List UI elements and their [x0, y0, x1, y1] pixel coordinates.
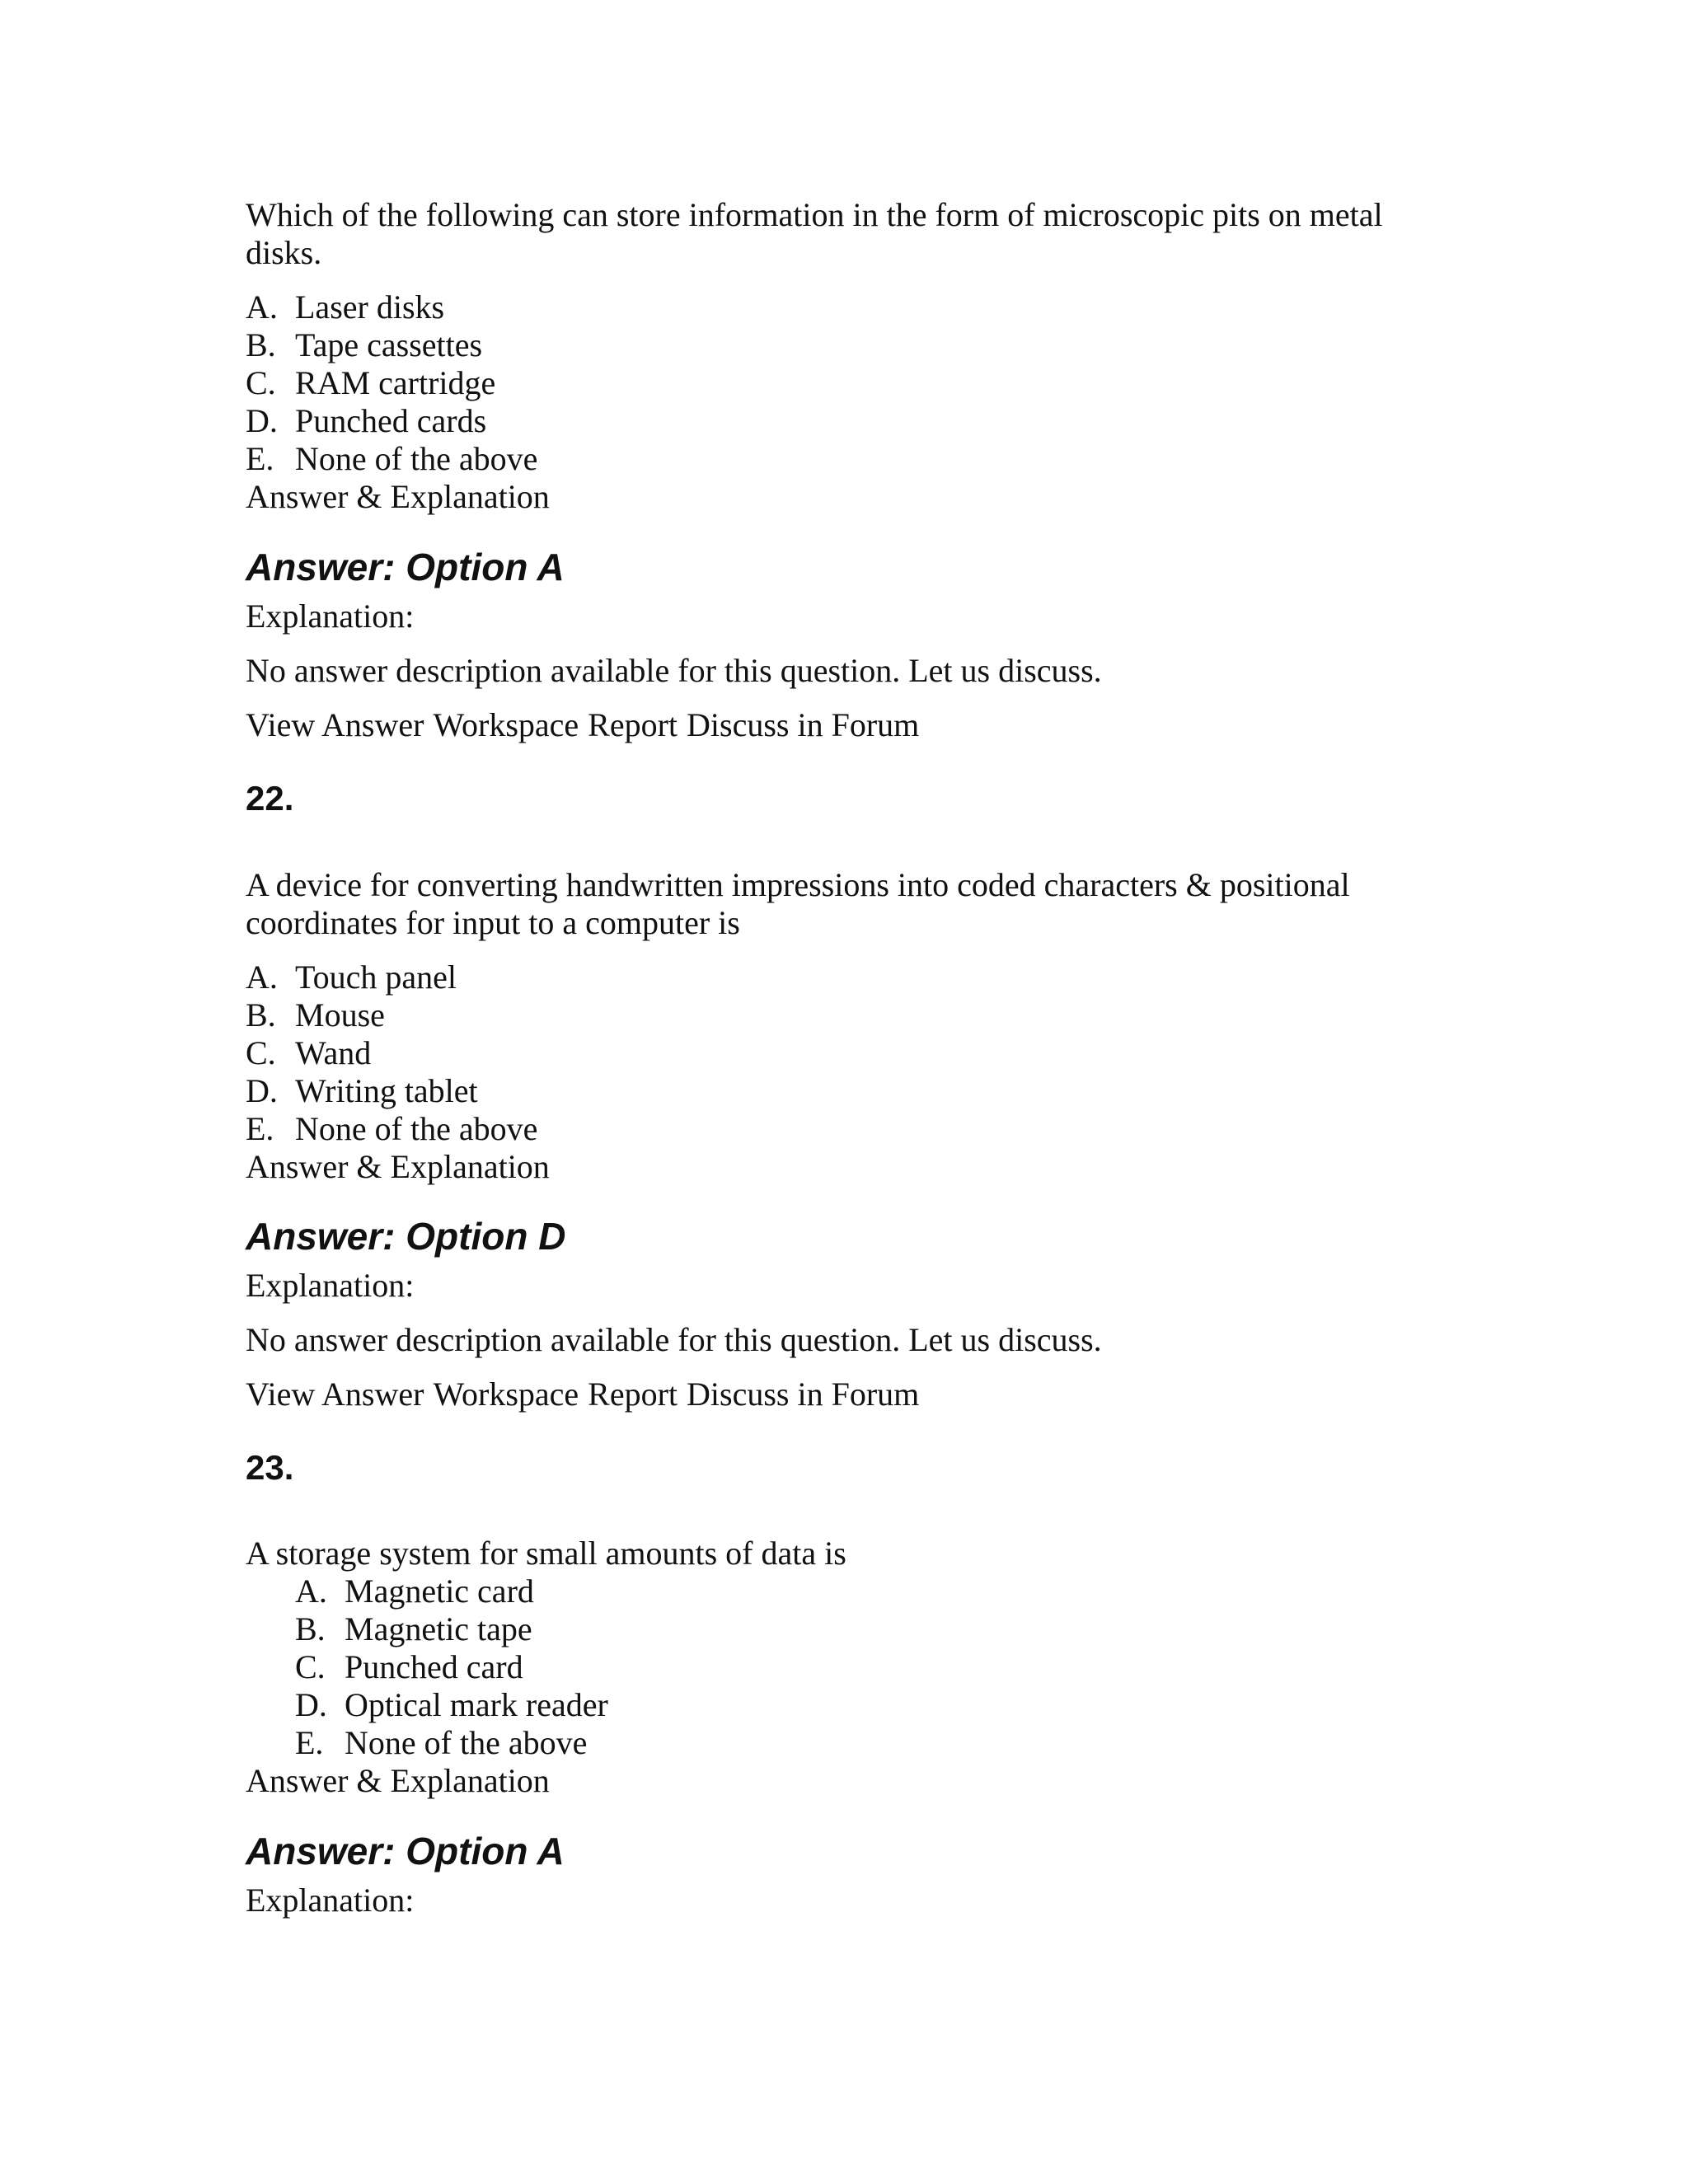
option-b[interactable] — [246, 326, 1449, 364]
option-letter: B. — [295, 1610, 326, 1647]
explanation-23 — [246, 1882, 1449, 1919]
answer-heading: Answer: Option D — [246, 1215, 566, 1258]
option-letter: E. — [246, 1110, 274, 1147]
discuss-in-forum-link[interactable]: Discuss in Forum — [687, 1376, 920, 1413]
workspace-link[interactable]: Workspace — [433, 1376, 579, 1413]
option-letter: C. — [295, 1648, 326, 1685]
answer-explanation-link[interactable]: Answer & Explanation — [246, 478, 550, 515]
explanation-label: Explanation: — [246, 1882, 415, 1919]
option-d[interactable] — [295, 1686, 1449, 1724]
option-c[interactable] — [295, 1648, 1449, 1686]
option-letter: E. — [246, 440, 274, 477]
option-a[interactable] — [246, 288, 1449, 326]
answer-explanation-link[interactable]: Answer & Explanation — [246, 1148, 550, 1185]
option-c[interactable] — [246, 364, 1449, 402]
option-text: Tape cassettes — [295, 326, 483, 363]
option-b[interactable] — [246, 996, 1449, 1034]
question-21 — [246, 196, 1449, 272]
question-number: 22. — [246, 779, 294, 818]
option-text: Wand — [295, 1034, 372, 1071]
option-e[interactable] — [246, 440, 1449, 478]
report-link[interactable]: Report — [588, 1376, 678, 1413]
option-d[interactable] — [246, 402, 1449, 440]
option-text: None of the above — [295, 1110, 538, 1147]
question-23 — [246, 1535, 1449, 1572]
option-text: Punched card — [345, 1648, 523, 1685]
option-a[interactable] — [246, 958, 1449, 996]
explanation-label: Explanation: — [246, 1267, 415, 1304]
option-text: Laser disks — [295, 288, 445, 326]
answer-heading: Answer: Option A — [246, 1830, 565, 1872]
option-letter: A. — [295, 1572, 327, 1610]
option-text: None of the above — [345, 1724, 588, 1761]
option-text: RAM cartridge — [295, 364, 496, 401]
action-row-21 — [246, 706, 1449, 744]
option-b[interactable] — [295, 1610, 1449, 1648]
explanation-21-text — [246, 652, 1449, 690]
question-number: 23. — [246, 1448, 294, 1487]
option-text: Magnetic tape — [345, 1610, 532, 1647]
option-text: Magnetic card — [345, 1572, 534, 1610]
answer-explanation-link[interactable]: Answer & Explanation — [246, 1762, 550, 1799]
option-text: None of the above — [295, 440, 538, 477]
option-text: Writing tablet — [295, 1072, 478, 1109]
option-letter: A. — [246, 958, 278, 996]
option-letter: B. — [246, 326, 276, 363]
question-22-options — [246, 958, 1449, 1186]
option-a[interactable] — [295, 1572, 1449, 1610]
report-link[interactable]: Report — [588, 706, 678, 743]
question-23-number — [246, 1447, 1449, 1488]
explanation-22-text — [246, 1321, 1449, 1359]
explanation-text: No answer description available for this question. Let us discuss. — [246, 652, 1102, 689]
option-e[interactable] — [295, 1724, 1449, 1762]
explanation-22 — [246, 1267, 1449, 1305]
option-letter: E. — [295, 1724, 324, 1761]
option-letter: D. — [295, 1686, 327, 1723]
option-text: Touch panel — [295, 958, 457, 996]
question-22 — [246, 866, 1449, 942]
view-answer-link[interactable]: View Answer — [246, 706, 424, 743]
question-text: A storage system for small amounts of data is — [246, 1535, 846, 1572]
option-letter: D. — [246, 1072, 278, 1109]
question-text: Which of the following can store information in the form of microscopic pits on metal disks. — [246, 196, 1383, 271]
explanation-text: No answer description available for this question. Let us discuss. — [246, 1321, 1102, 1358]
option-letter: B. — [246, 996, 276, 1033]
answer-23 — [246, 1828, 1449, 1874]
action-row-22 — [246, 1376, 1449, 1413]
discuss-in-forum-link[interactable]: Discuss in Forum — [687, 706, 920, 743]
answer-heading: Answer: Option A — [246, 546, 565, 588]
workspace-link[interactable]: Workspace — [433, 706, 579, 743]
option-letter: D. — [246, 402, 278, 439]
option-e[interactable] — [246, 1110, 1449, 1148]
explanation-21 — [246, 598, 1449, 635]
view-answer-link[interactable]: View Answer — [246, 1376, 424, 1413]
explanation-label: Explanation: — [246, 598, 415, 635]
option-letter: C. — [246, 1034, 276, 1071]
answer-22 — [246, 1213, 1449, 1259]
option-d[interactable] — [246, 1072, 1449, 1110]
option-text: Punched cards — [295, 402, 487, 439]
option-c[interactable] — [246, 1034, 1449, 1072]
question-23-options — [246, 1572, 1449, 1800]
question-text: A device for converting handwritten impressions into coded characters & positional coordinates for input to a computer is — [246, 866, 1350, 941]
answer-21 — [246, 544, 1449, 590]
question-21-options — [246, 288, 1449, 516]
question-22-number — [246, 778, 1449, 819]
option-text: Optical mark reader — [345, 1686, 608, 1723]
option-letter: A. — [246, 288, 278, 326]
option-text: Mouse — [295, 996, 385, 1033]
option-letter: C. — [246, 364, 276, 401]
